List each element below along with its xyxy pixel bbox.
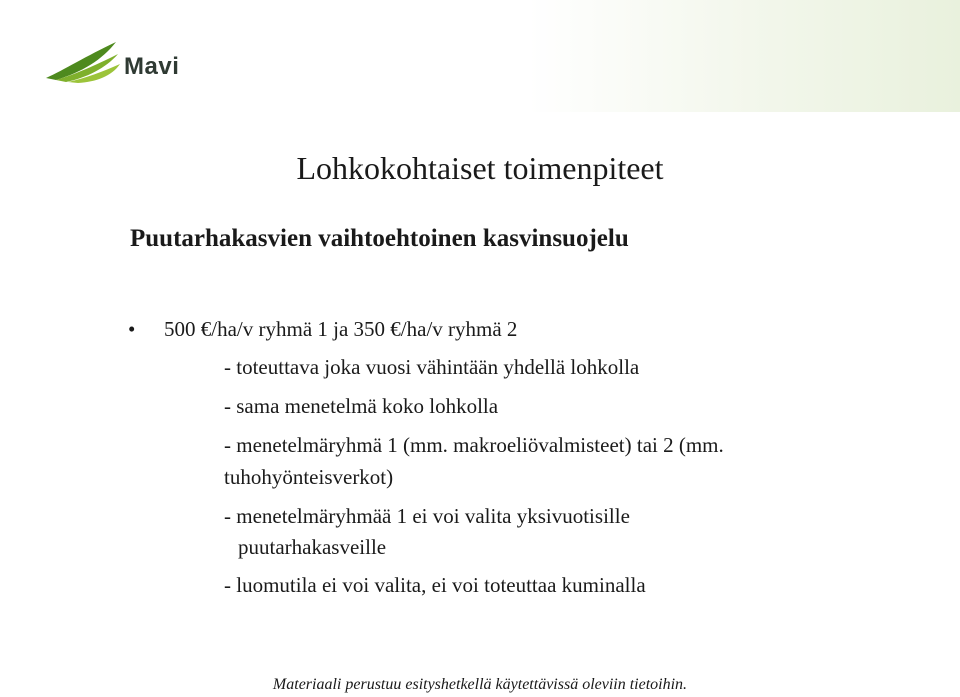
sub-item: - sama menetelmä koko lohkolla <box>224 394 499 418</box>
sub-item: - toteuttava joka vuosi vähintään yhdellä lohkolla <box>224 355 640 379</box>
sub-item: tuhohyönteisverkot) <box>224 465 394 489</box>
bullet-icon: • <box>128 317 136 341</box>
slide-title: Lohkokohtaiset toimenpiteet <box>296 150 664 186</box>
bullet-text: 500 €/ha/v ryhmä 1 ja 350 €/ha/v ryhmä 2 <box>164 317 518 341</box>
sub-item: - menetelmäryhmää 1 ei voi valita yksivuotisille <box>224 504 630 528</box>
sub-item: puutarhakasveille <box>238 535 387 559</box>
logo-text: Mavi <box>124 53 180 80</box>
sub-item: - luomutila ei voi valita, ei voi toteuttaa kuminalla <box>224 573 646 597</box>
mavi-leaf-logo-icon <box>42 36 122 84</box>
footer-note: Materiaali perustuu esityshetkellä käytettävissä oleviin tietoihin. <box>272 676 688 693</box>
slide-subtitle: Puutarhakasvien vaihtoehtoinen kasvinsuojelu <box>130 225 629 252</box>
sub-item: - menetelmäryhmä 1 (mm. makroeliövalmisteet) tai 2 (mm. <box>224 433 724 457</box>
mavi-logo <box>42 36 192 84</box>
